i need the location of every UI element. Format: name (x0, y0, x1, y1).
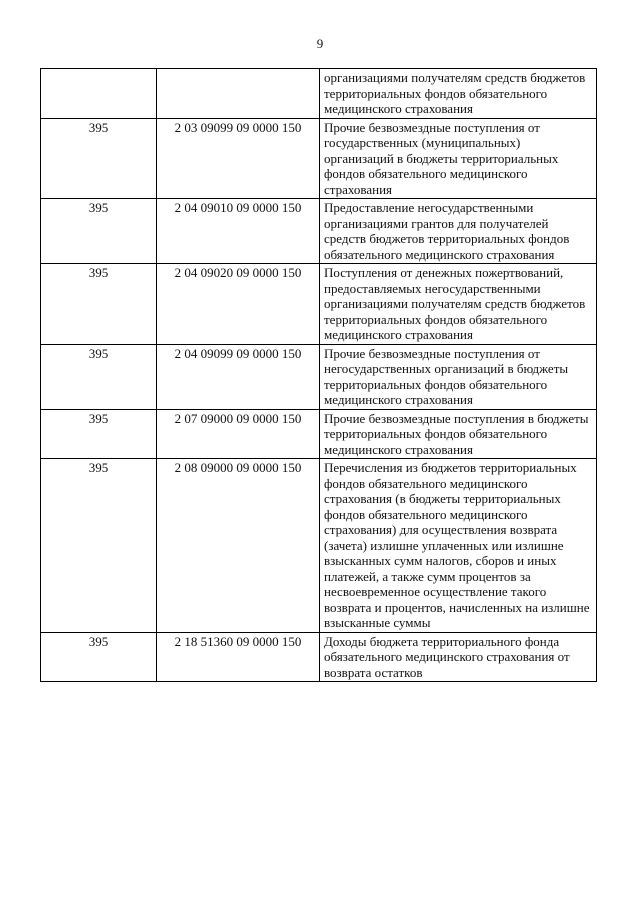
table-row (41, 69, 597, 119)
admin-code-cell: 395 (41, 118, 157, 199)
table-row (41, 118, 597, 199)
admin-code-cell: 395 (41, 409, 157, 459)
table-row (41, 459, 597, 633)
budget-code-cell: 2 08 09000 09 0000 150 (157, 459, 320, 633)
description-cell: Прочие безвозмездные поступления от государственных (муниципальных) организаций в бюджеты территориальных фондов обязательного медицинского страхования (320, 118, 597, 199)
admin-code-cell: 395 (41, 264, 157, 345)
description-cell: Доходы бюджета территориального фонда обязательного медицинского страхования от возврата остатков (320, 632, 597, 682)
budget-code-cell: 2 03 09099 09 0000 150 (157, 118, 320, 199)
budget-code-cell (157, 69, 320, 119)
budget-code-cell: 2 04 09020 09 0000 150 (157, 264, 320, 345)
budget-code-cell: 2 04 09010 09 0000 150 (157, 199, 320, 264)
page-number: 9 (316, 36, 324, 51)
description-cell: организациями получателям средств бюджетов территориальных фондов обязательного медицинского страхования (320, 69, 597, 119)
budget-code-cell: 2 18 51360 09 0000 150 (157, 632, 320, 682)
description-cell: Прочие безвозмездные поступления от негосударственных организаций в бюджеты территориальных фондов обязательного медицинского страхования (320, 344, 597, 409)
description-cell: Поступления от денежных пожертвований, предоставляемых негосударственными организациями получателям средств бюджетов территориальных фондов обязательного медицинского страхования (320, 264, 597, 345)
description-cell: Прочие безвозмездные поступления в бюджеты территориальных фондов обязательного медицинского страхования (320, 409, 597, 459)
table-row (41, 632, 597, 682)
table-row (41, 409, 597, 459)
budget-codes-table (40, 68, 597, 682)
table-row (41, 199, 597, 264)
table-row (41, 264, 597, 345)
description-cell: Перечисления из бюджетов территориальных фондов обязательного медицинского страхования (в бюджеты территориальных фондов обязательного медицинского страхования) для осуществления возврата (зачета) излишне уплаченных или излишне взысканных сумм налогов, сборов и иных платежей, а также сумм процентов за несвоевременное осуществление такого возврата и процентов, начисленных на излишне взысканные суммы (320, 459, 597, 633)
admin-code-cell: 395 (41, 459, 157, 633)
table-row (41, 344, 597, 409)
admin-code-cell: 395 (41, 344, 157, 409)
admin-code-cell: 395 (41, 632, 157, 682)
admin-code-cell: 395 (41, 199, 157, 264)
admin-code-cell (41, 69, 157, 119)
description-cell: Предоставление негосударственными организациями грантов для получателей средств бюджетов территориальных фондов обязательного медицинского страхования (320, 199, 597, 264)
budget-code-cell: 2 04 09099 09 0000 150 (157, 344, 320, 409)
budget-code-cell: 2 07 09000 09 0000 150 (157, 409, 320, 459)
